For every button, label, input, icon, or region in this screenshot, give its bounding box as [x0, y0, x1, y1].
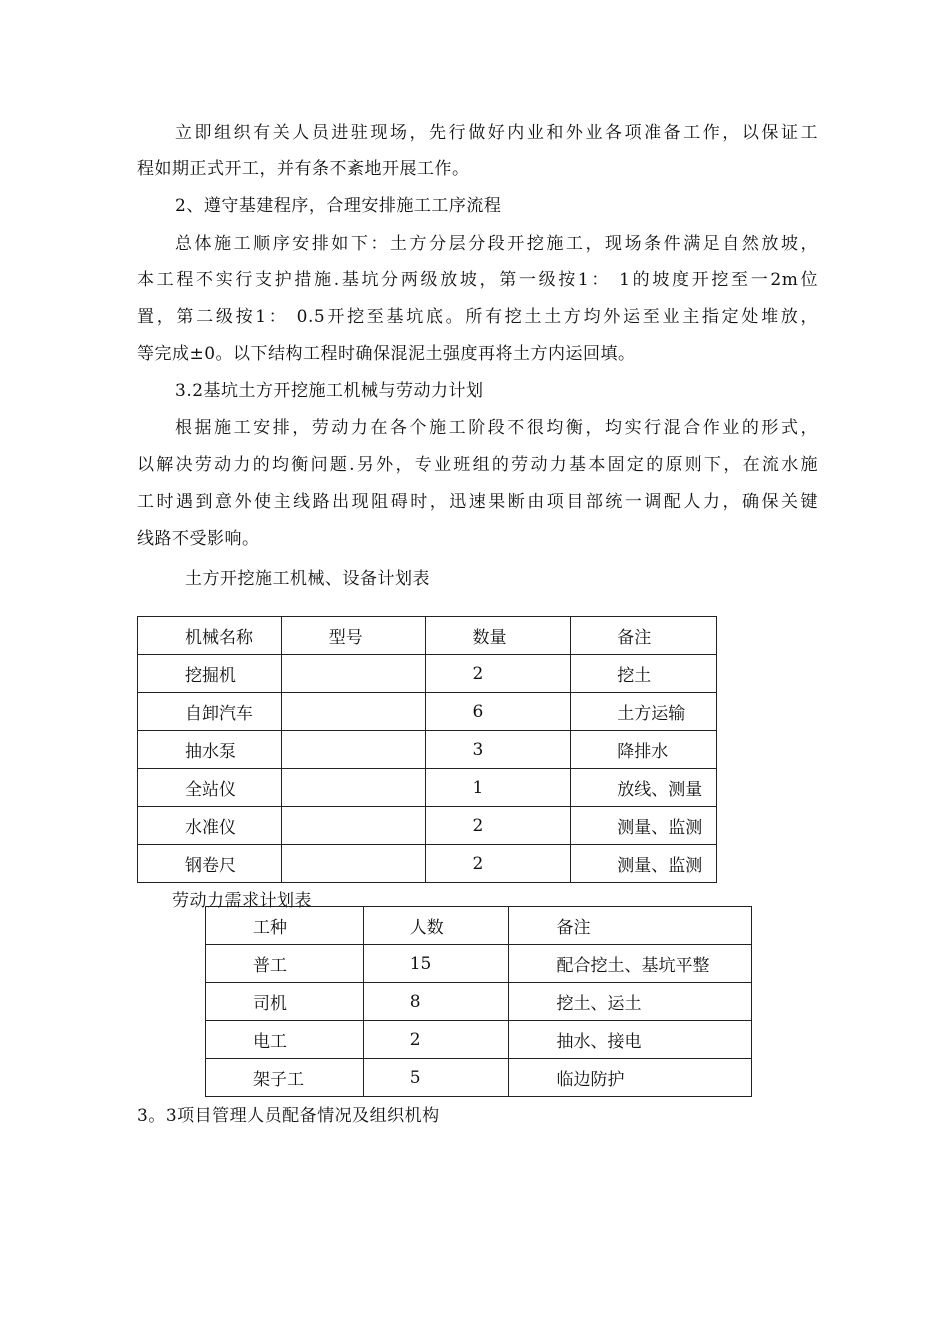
table-cell: 普工 — [206, 945, 364, 983]
table-cell: 挖土、运土 — [509, 983, 752, 1021]
header-cell: 工种 — [206, 907, 364, 945]
table-cell: 抽水泵 — [138, 731, 282, 769]
table-cell: 抽水、接电 — [509, 1021, 752, 1059]
section-heading: 3。3项目管理人员配备情况及组织机构 — [137, 1106, 440, 1126]
table-cell: 全站仪 — [138, 769, 282, 807]
table-cell: 测量、监测 — [571, 807, 717, 845]
table-cell: 自卸汽车 — [138, 693, 282, 731]
table-cell: 临边防护 — [509, 1059, 752, 1097]
header-cell: 数量 — [426, 617, 571, 655]
table-cell: 土方运输 — [571, 693, 717, 731]
table-header-row — [206, 907, 752, 945]
header-cell: 人数 — [363, 907, 509, 945]
paragraph-line: 总体施工顺序安排如下：土方分层分段开挖施工，现场条件满足自然放坡， — [175, 234, 818, 254]
table-row — [206, 945, 752, 983]
table-cell: 配合挖土、基坑平整 — [509, 945, 752, 983]
paragraph-line: 置，第二级按1： 0.5开挖至基坑底。所有挖土土方均外运至业主指定处堆放， — [137, 307, 818, 327]
table-row — [206, 983, 752, 1021]
table-cell — [281, 731, 426, 769]
table-row — [206, 1021, 752, 1059]
table-cell: 电工 — [206, 1021, 364, 1059]
table-cell: 6 — [426, 693, 571, 731]
labor-table — [205, 906, 752, 1097]
table-row — [138, 731, 717, 769]
table-cell: 15 — [363, 945, 509, 983]
paragraph-line: 工时遇到意外使主线路出现阻碍时，迅速果断由项目部统一调配人力，确保关键 — [137, 492, 818, 512]
table-cell: 3 — [426, 731, 571, 769]
paragraph-line: 等完成±0。以下结构工程时确保混泥土强度再将土方内运回填。 — [137, 344, 636, 364]
table-cell: 2 — [426, 845, 571, 883]
table-cell: 钢卷尺 — [138, 845, 282, 883]
table-cell: 司机 — [206, 983, 364, 1021]
table-cell — [281, 807, 426, 845]
table-header-row — [138, 617, 717, 655]
paragraph-line: 线路不受影响。 — [137, 529, 260, 549]
section-heading: 2、遵守基建程序，合理安排施工工序流程 — [175, 196, 502, 216]
table-cell: 2 — [363, 1021, 509, 1059]
table-cell: 1 — [426, 769, 571, 807]
table-cell: 2 — [426, 655, 571, 693]
machine-table-caption: 土方开挖施工机械、设备计划表 — [185, 569, 430, 589]
machine-table — [137, 616, 717, 883]
table-row — [138, 769, 717, 807]
table-cell: 放线、测量 — [571, 769, 717, 807]
paragraph-line: 以解决劳动力的均衡问题.另外，专业班组的劳动力基本固定的原则下，在流水施 — [137, 455, 818, 475]
paragraph-line: 程如期正式开工，并有条不紊地开展工作。 — [137, 159, 470, 179]
paragraph-line: 本工程不实行支护措施.基坑分两级放坡，第一级按1： 1的坡度开挖至一2m位 — [137, 270, 818, 290]
header-cell: 机械名称 — [138, 617, 282, 655]
header-cell: 备注 — [509, 907, 752, 945]
table-cell: 8 — [363, 983, 509, 1021]
table-cell: 架子工 — [206, 1059, 364, 1097]
table-row — [138, 655, 717, 693]
table-cell — [281, 693, 426, 731]
table-cell: 降排水 — [571, 731, 717, 769]
table-cell: 挖土 — [571, 655, 717, 693]
table-cell: 测量、监测 — [571, 845, 717, 883]
table-cell: 挖掘机 — [138, 655, 282, 693]
table-row — [138, 693, 717, 731]
table-cell — [281, 769, 426, 807]
paragraph-line: 根据施工安排，劳动力在各个施工阶段不很均衡，均实行混合作业的形式， — [175, 418, 818, 438]
header-cell: 型号 — [281, 617, 426, 655]
table-row — [206, 1059, 752, 1097]
table-cell: 2 — [426, 807, 571, 845]
table-cell — [281, 655, 426, 693]
table-row — [138, 845, 717, 883]
table-cell — [281, 845, 426, 883]
table-cell: 水准仪 — [138, 807, 282, 845]
section-heading: 3.2基坑土方开挖施工机械与劳动力计划 — [175, 381, 484, 401]
paragraph-line: 立即组织有关人员进驻现场，先行做好内业和外业各项准备工作，以保证工 — [175, 123, 818, 143]
labor-table-caption: 劳动力需求计划表 — [172, 891, 312, 911]
table-row — [138, 807, 717, 845]
table-cell: 5 — [363, 1059, 509, 1097]
header-cell: 备注 — [571, 617, 717, 655]
